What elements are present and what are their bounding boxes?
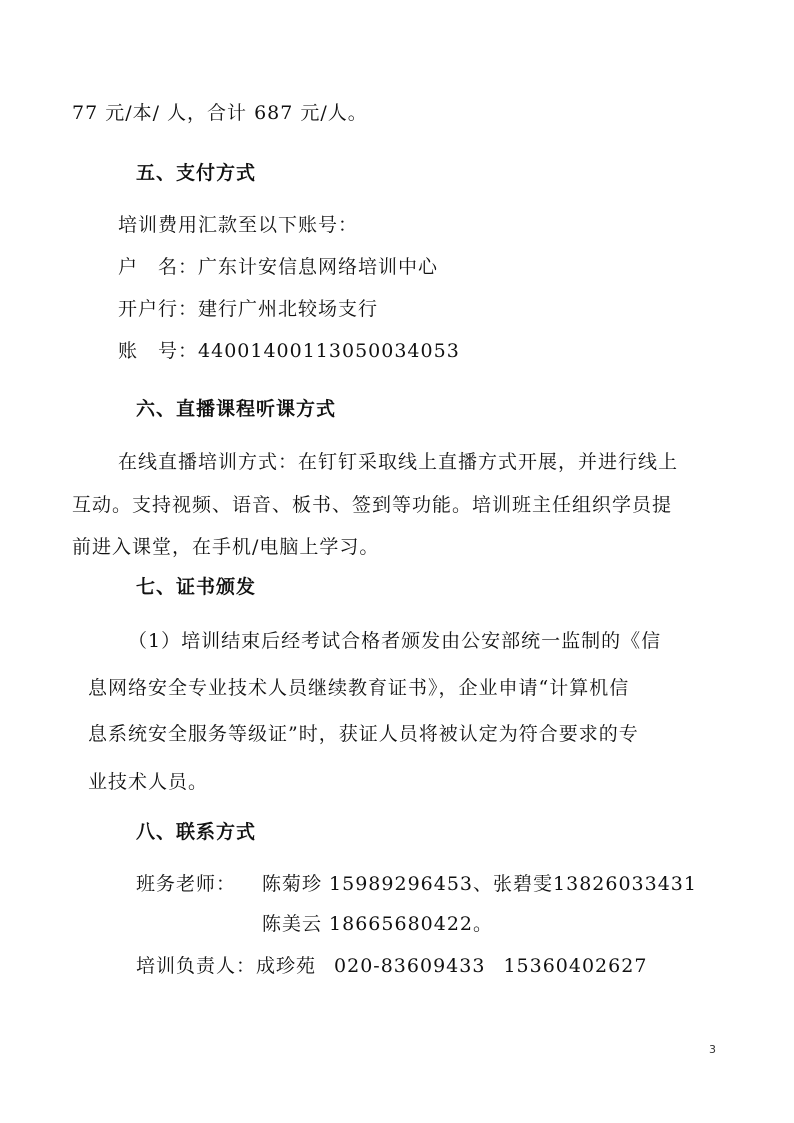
- teacher-label: 班务老师：: [136, 873, 237, 895]
- livestream-para-line: 互动。支持视频、语音、板书、签到等功能。培训班主任组织学员提: [72, 494, 673, 516]
- livestream-heading: 六、直播课程听课方式: [136, 398, 337, 420]
- page-number: 3: [709, 1043, 716, 1056]
- manager-row: [136, 954, 647, 978]
- manager-mobile: 15360402627: [503, 955, 648, 977]
- livestream-para-line: 前进入课堂，在手机/电脑上学习。: [72, 536, 380, 558]
- bank-label: 开户行：: [118, 298, 199, 320]
- account-number-row: [118, 339, 460, 363]
- account-number-value: 44001400113050034053: [198, 340, 460, 362]
- payment-intro: 培训费用汇款至以下账号：: [118, 214, 359, 236]
- bank-value: 建行广州北较场支行: [198, 298, 379, 320]
- contact-heading: 八、联系方式: [136, 821, 257, 843]
- account-name-label: 户 名：: [118, 256, 199, 278]
- account-number-label: 账 号：: [118, 340, 199, 362]
- certificate-heading: 七、证书颁发: [136, 576, 257, 598]
- account-name-value: 广东计安信息网络培训中心: [198, 256, 439, 278]
- bank-row: [118, 297, 378, 321]
- account-name-row: [118, 255, 438, 279]
- teacher-contacts-line: 陈美云 18665680422。: [262, 913, 494, 935]
- livestream-para-line: 在线直播培训方式：在钉钉采取线上直播方式开展，并进行线上: [118, 451, 679, 473]
- teacher-contacts-line: 陈菊珍 15989296453、张碧雯13826033431: [262, 873, 697, 895]
- certificate-para-line: 业技术人员。: [88, 771, 209, 793]
- certificate-para-line: 息系统安全服务等级证”时，获证人员将被认定为符合要求的专: [88, 723, 639, 745]
- manager-phone: 020-83609433: [334, 955, 486, 977]
- certificate-para-line: 息网络安全专业技术人员继续教育证书》，企业申请“计算机信: [88, 677, 630, 699]
- fee-total-line: 77 元/本/ 人，合计 687 元/人。: [72, 102, 368, 124]
- payment-heading: 五、支付方式: [136, 162, 257, 184]
- certificate-para-line: （1）培训结束后经考试合格者颁发由公安部统一监制的《信: [128, 630, 662, 652]
- manager-name: 成珍苑: [256, 955, 317, 977]
- manager-label: 培训负责人：: [136, 955, 257, 977]
